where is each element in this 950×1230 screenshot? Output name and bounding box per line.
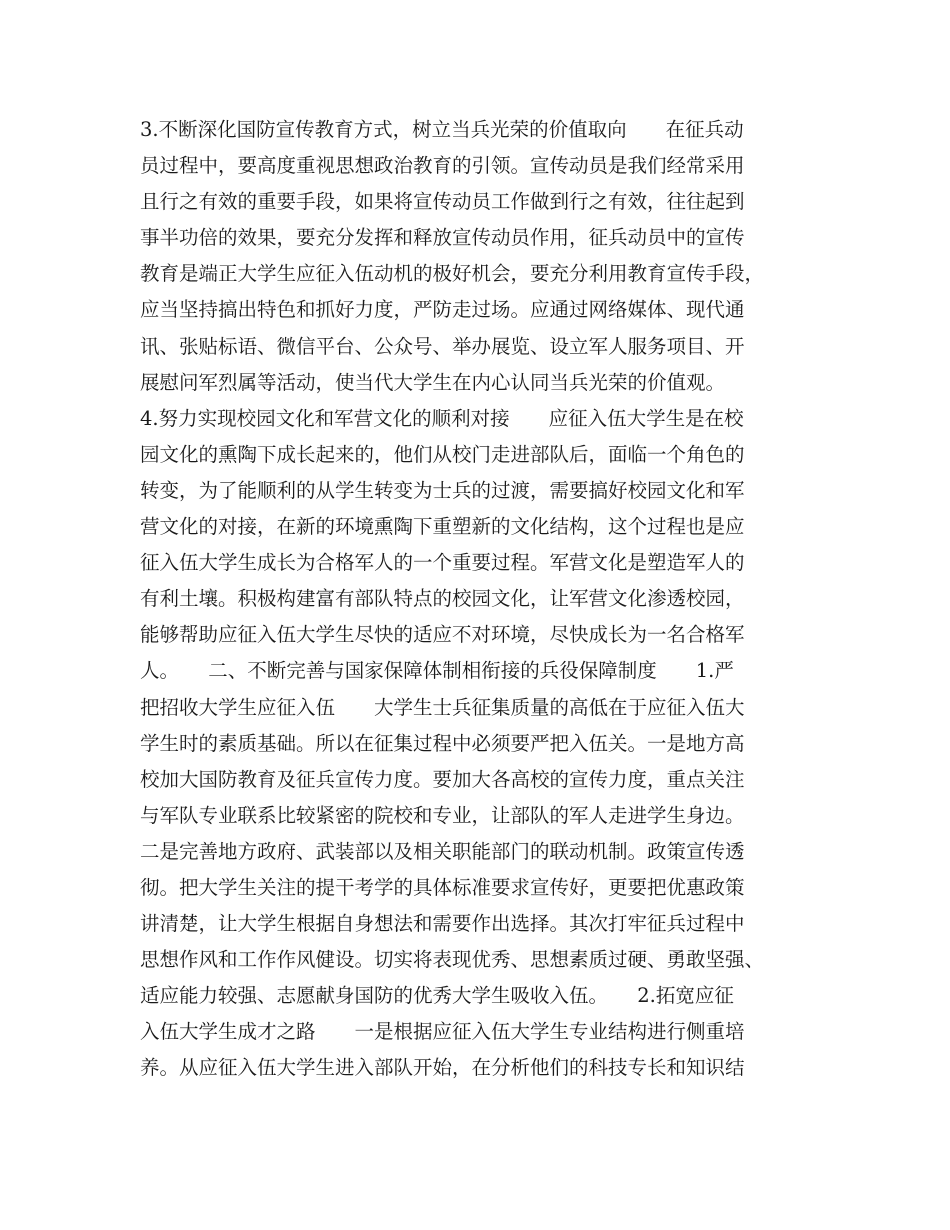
text-line: 员过程中，要高度重视思想政治教育的引领。宣传动员是我们经常采用 <box>140 154 745 178</box>
text-line: 适应能力较强、志愿献身国防的优秀大学生吸收入伍。 2.拓宽应征 <box>140 984 734 1008</box>
text-line: 人。 二、不断完善与国家保障体制相衔接的兵役保障制度 1.严 <box>140 659 734 683</box>
text-line: 与军队专业联系比较紧密的院校和专业，让部队的军人走进学生身边。 <box>140 803 745 827</box>
text-line: 校加大国防教育及征兵宣传力度。要加大各高校的宣传力度，重点关注 <box>140 767 745 791</box>
text-line: 且行之有效的重要手段，如果将宣传动员工作做到行之有效，往往起到 <box>140 190 745 214</box>
text-line: 应当坚持搞出特色和抓好力度，严防走过场。应通过网络媒体、现代通 <box>140 298 745 322</box>
text-line: 征入伍大学生成长为合格军人的一个重要过程。军营文化是塑造军人的 <box>140 551 745 575</box>
text-line: 养。从应征入伍大学生进入部队开始，在分析他们的科技专长和知识结 <box>140 1056 745 1080</box>
text-line: 转变，为了能顺利的从学生转变为士兵的过渡，需要搞好校园文化和军 <box>140 478 745 502</box>
text-line: 入伍大学生成才之路 一是根据应征入伍大学生专业结构进行侧重培 <box>140 1020 745 1044</box>
text-line: 营文化的对接，在新的环境熏陶下重塑新的文化结构，这个过程也是应 <box>140 515 745 539</box>
text-line: 有利土壤。积极构建富有部队特点的校园文化，让军营文化渗透校园， <box>140 587 745 611</box>
text-line: 能够帮助应征入伍大学生尽快的适应不对环境，尽快成长为一名合格军 <box>140 623 745 647</box>
text-line: 4.努力实现校园文化和军营文化的顺利对接 应征入伍大学生是在校 <box>140 406 744 430</box>
text-line: 把招收大学生应征入伍 大学生士兵征集质量的高低在于应征入伍大 <box>140 695 745 719</box>
text-line: 二是完善地方政府、武装部以及相关职能部门的联动机制。政策宣传透 <box>140 839 745 863</box>
text-line: 展慰问军烈属等活动，使当代大学生在内心认同当兵光荣的价值观。 <box>140 370 726 394</box>
text-line: 事半功倍的效果，要充分发挥和释放宣传动员作用，征兵动员中的宣传 <box>140 226 745 250</box>
text-line: 学生时的素质基础。所以在征集过程中必须要严把入伍关。一是地方高 <box>140 731 745 755</box>
text-line: 讲清楚，让大学生根据自身想法和需要作出选择。其次打牢征兵过程中 <box>140 912 745 936</box>
body-text <box>140 112 820 1087</box>
text-line: 教育是端正大学生应征入伍动机的极好机会，要充分利用教育宣传手段， <box>140 262 765 286</box>
text-line: 讯、张贴标语、微信平台、公众号、举办展览、设立军人服务项目、开 <box>140 334 745 358</box>
text-line: 彻。把大学生关注的提干考学的具体标准要求宣传好，更要把优惠政策 <box>140 875 745 899</box>
text-line: 思想作风和工作作风健设。切实将表现优秀、思想素质过硬、勇敢坚强、 <box>140 948 765 972</box>
text-line: 3.不断深化国防宣传教育方式，树立当兵光荣的价值取向 在征兵动 <box>140 118 744 141</box>
text-line: 园文化的熏陶下成长起来的，他们从校门走进部队后，面临一个角色的 <box>140 442 745 466</box>
